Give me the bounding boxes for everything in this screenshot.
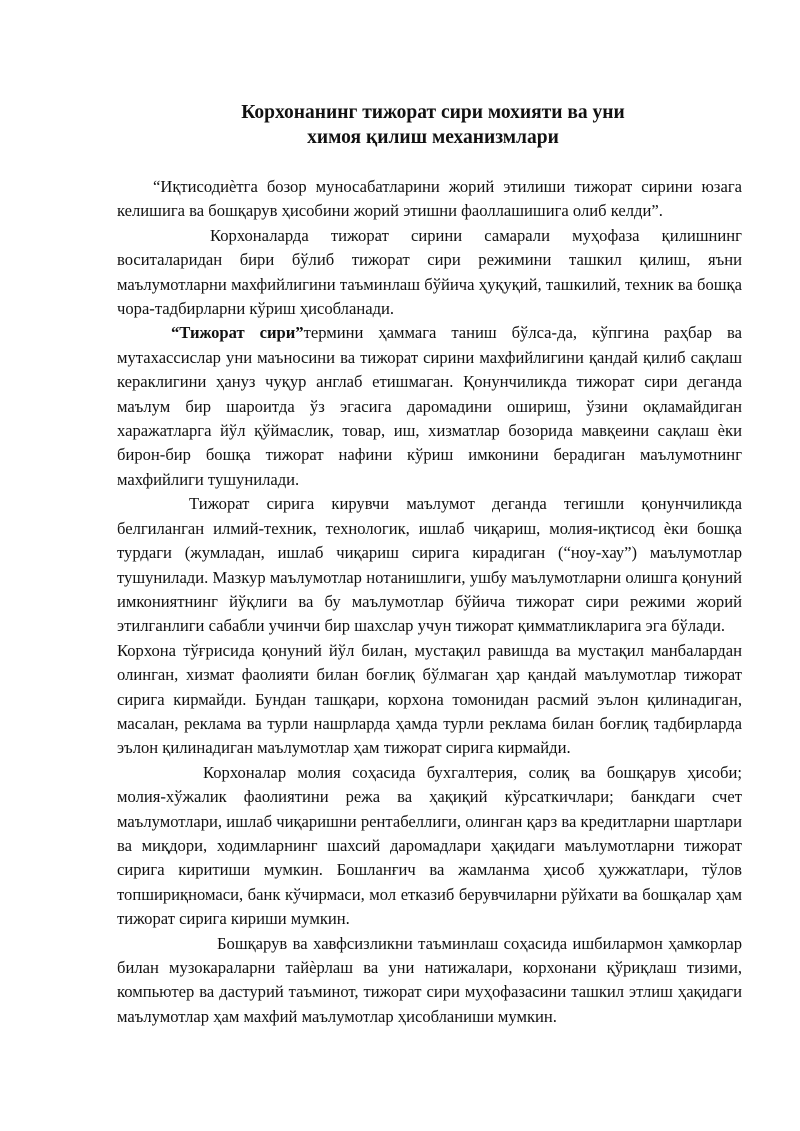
paragraph-not-included: Корхона тўғрисида қонуний йўл билан, мустақил равишда ва мустақил манбалардан олинган, хизмат фаолияти билан боғлиқ бўлмаган ҳар қандай маълумотлар тижорат сирига кирмайди. Бундан ташқари, корхона томонидан расмий эълон қилинадиган, масалан, реклама ва турли нашрларда ҳамда турли реклама билан боғлиқ тадбирларда эълон қилинадиган маълумотлар ҳам тижорат сирига кирмайди. <box>117 640 742 758</box>
document-title <box>118 100 748 150</box>
paragraph-trade-secret-text: термини ҳаммага таниш бўлса-да, кўпгина раҳбар ва мутахассислар уни маъносини ва тижорат сирини махфийлигини қандай қилиб сақлаш кераклигини ҳануз чуқур англаб етишмаган. Қонунчиликда тижорат сири деганда маълум бир шароитда ўз эгасига даромадини ошириш, ўзини оқламайдиган харажатларга йўл қўймаслик, товар, иш, хизматлар бозорида мавқеини сақлаш ѐки бирон-бир бошқа тижорат нафини кўриш имконини берадиган маълумотнинг махфийлиги тушунилади. <box>117 323 742 489</box>
title-line-1: Корхонанинг тижорат сири мохияти ва уни <box>241 102 625 123</box>
paragraph-trade-secret-term <box>117 321 742 492</box>
paragraph-protection-means: Корхоналарда тижорат сирини самарали муҳофаза қилишнинг воситаларидан бири бўлиб тижорат сири режимини ташкил қилиш, яъни маълумотларни махфийлигини таъминлаш бўйича ҳуқуқий, ташкилий, техник ва бошқа чора-тадбирларни кўриш ҳисобланади. <box>117 225 742 319</box>
paragraph-finance-info: Корхоналар молия соҳасида бухгалтерия, солиқ ва бошқарув ҳисоби; молия-хўжалик фаолиятини режа ва ҳақиқий кўрсаткичлари; банкдаги счет маълумотлари, ишлаб чиқаришни рентабеллиги, олинган қарз ва кредитларни шартлари ва миқдори, ходимларнинг шахсий даромадлари ҳақидаги маълумотларни тижорат сирига киритиши мумкин. Бошланғич ва жамланма ҳисоб ҳужжатлари, тўлов топшириқномаси, банк кўчирмаси, мол етказиб берувчиларни рўйхати ва бошқалар ҳам тижорат сирига кириши мумкин. <box>117 762 742 929</box>
paragraph-secret-information: Тижорат сирига кирувчи маълумот деганда тегишли қонунчиликда белгиланган илмий-техник, технологик, ишлаб чиқариш, молия-иқтисод ѐки бошқа турдаги (жумладан, ишлаб чиқариш сирига кирадиган (“ноу-хау”) маълумотлар тушунилади. Мазкур маълумотлар нотанишлиги, ушбу маълумотларни олишга қонуний имкониятнинг йўқлиги ва бу маълумотлар бўйича тижорат сири режими жорий этилганлиги сабабли учинчи бир шахслар учун тижорат қимматликларига эга бўлади. <box>117 494 742 636</box>
paragraph-security-info: Бошқарув ва хавфсизликни таъминлаш соҳасида ишбилармон ҳамкорлар билан музокараларни тайѐрлаш ва уни натижалари, корхонани қўриқлаш тизими, компьютер ва дастурий таъминот, тижорат сири муҳофазасини ташкил этлиш ҳақидаги маълумотлар ҳам махфий маълумотлар ҳисобланиши мумкин. <box>117 933 742 1026</box>
trade-secret-term: “Тижорат сири” <box>171 323 304 343</box>
document-body <box>117 175 742 1029</box>
paragraph-quote: “Иқтисодиѐтга бозор муносабатларини жорий этилиши тижорат сирини юзага келишига ва бошқарув ҳисобини жорий этишни фаоллашишига олиб келди”. <box>117 177 742 221</box>
title-line-2: химоя қилиш механизмлари <box>307 127 559 148</box>
